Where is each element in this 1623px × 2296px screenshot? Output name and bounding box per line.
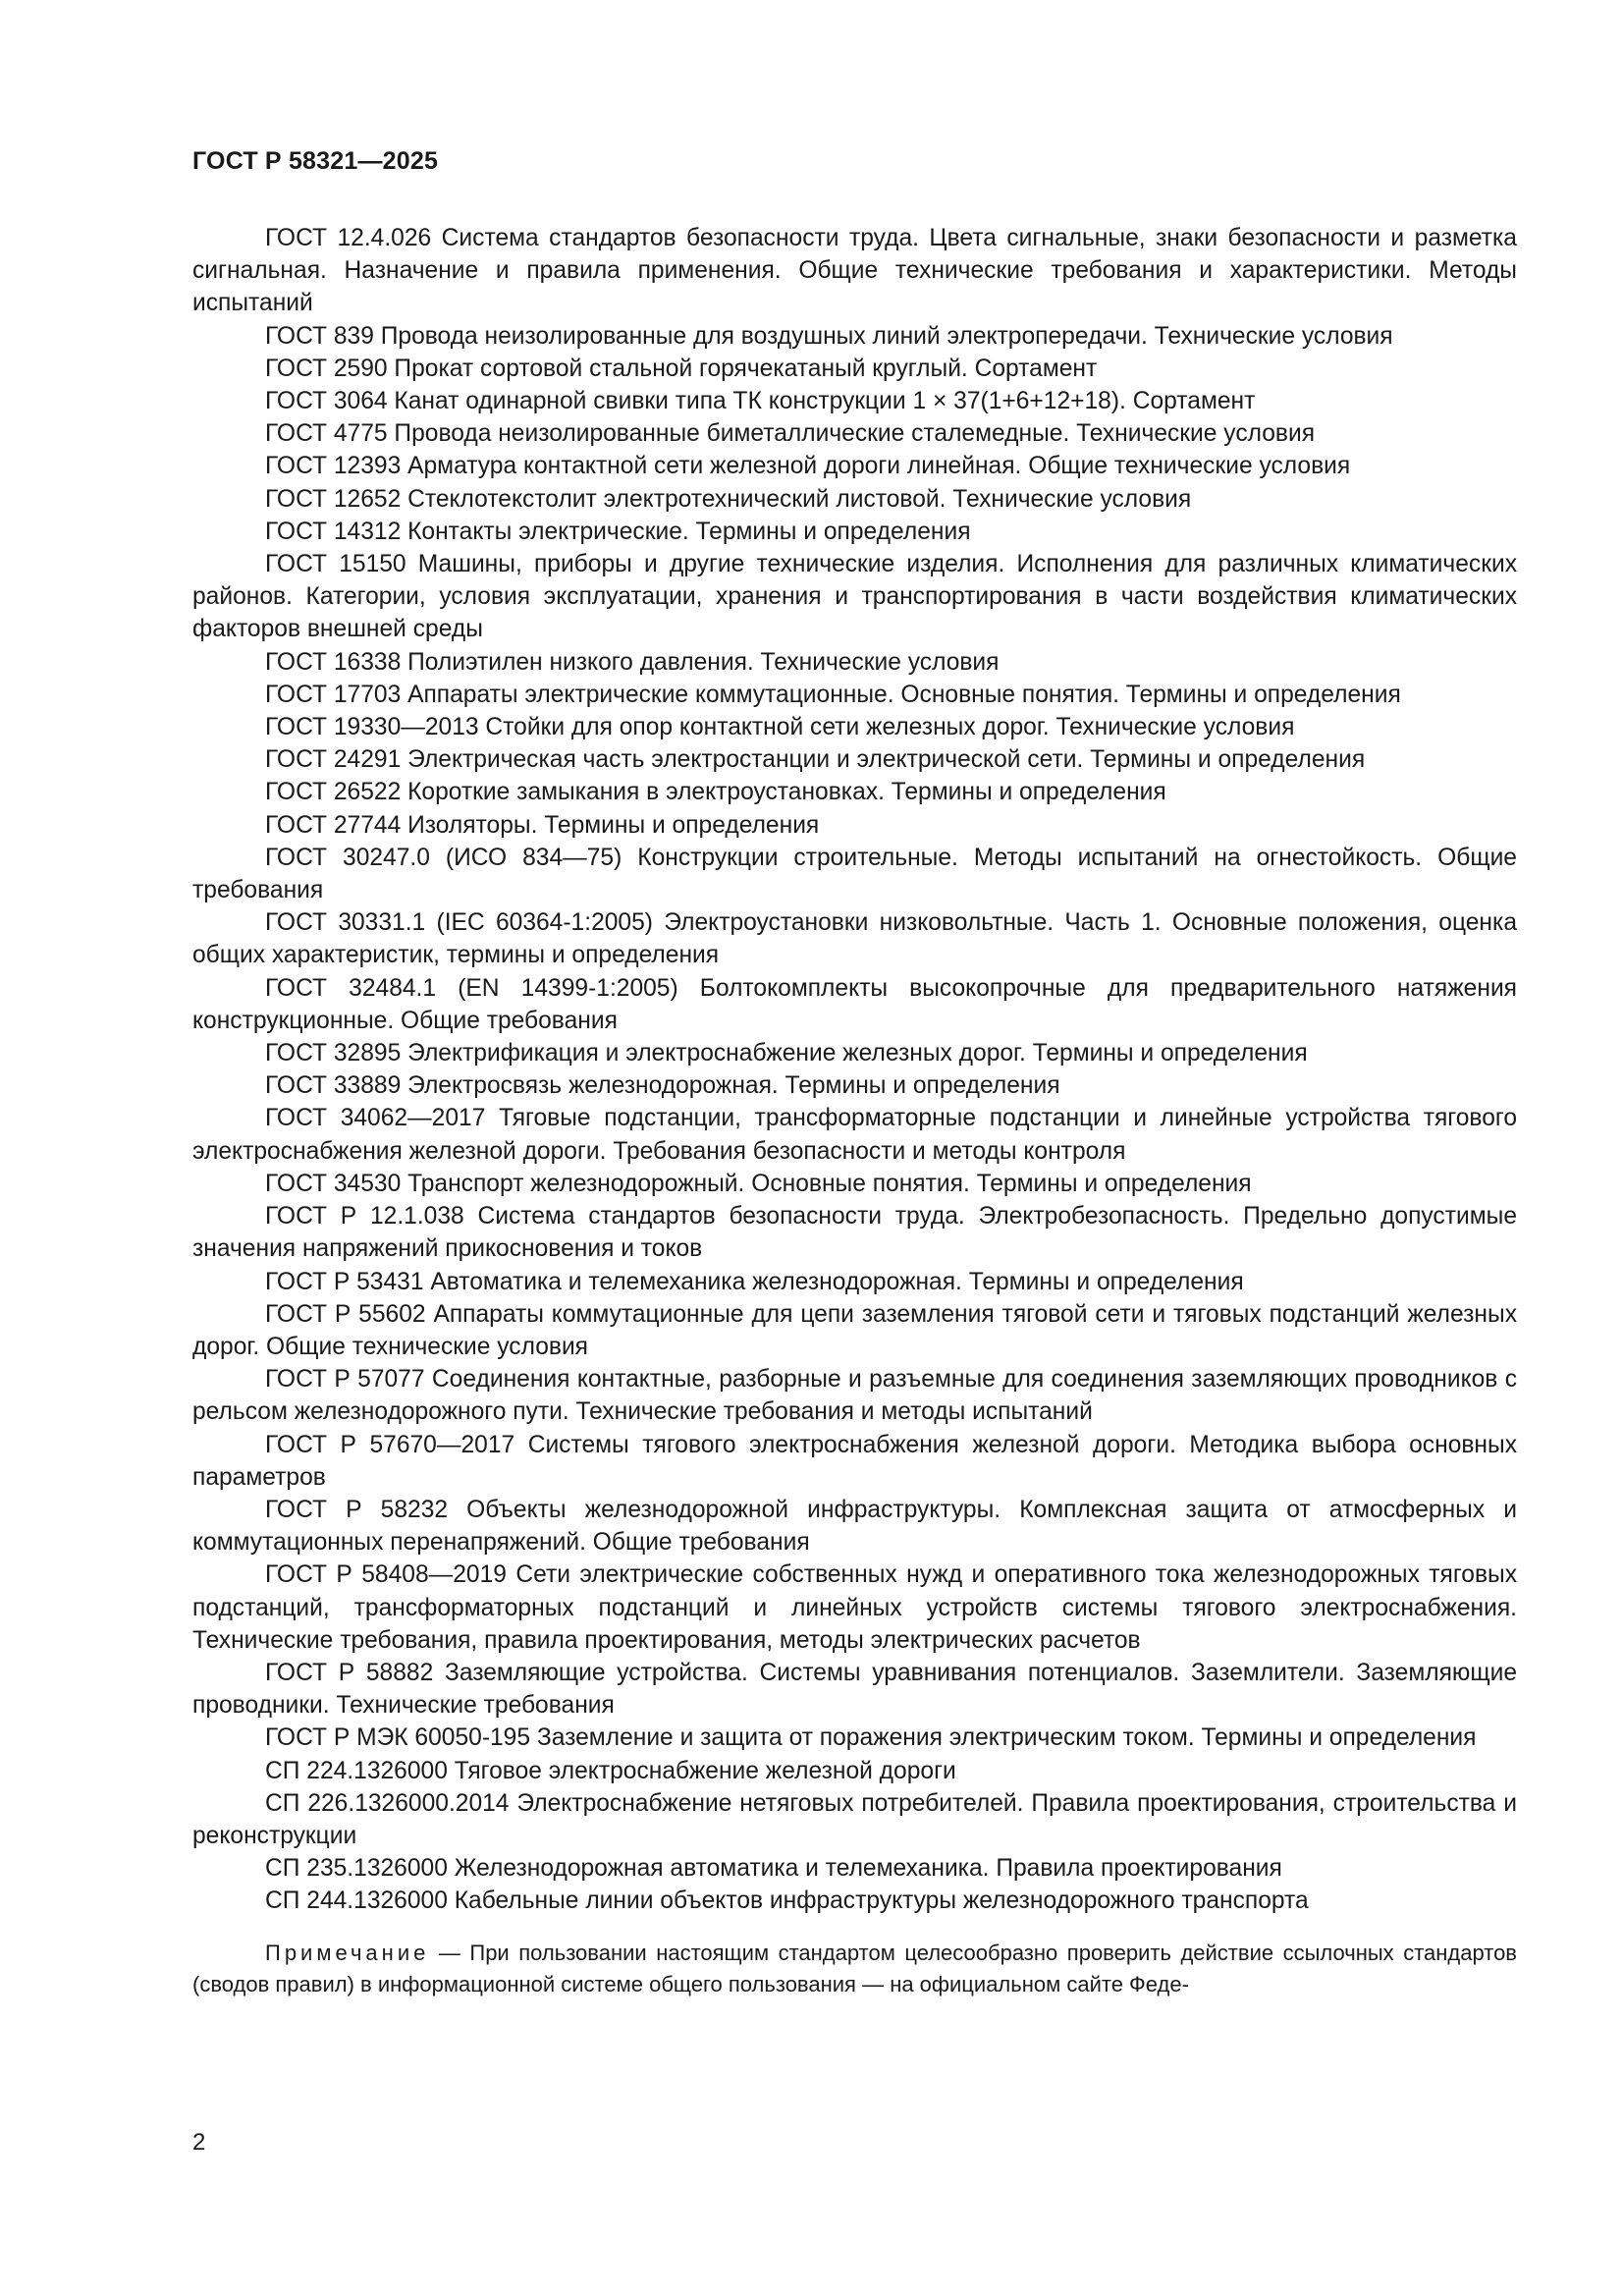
- reference-item: ГОСТ 3064 Канат одинарной свивки типа ТК конструкции 1 × 37(1+6+12+18). Сортамент: [265, 388, 1256, 415]
- normative-references-list: [192, 222, 1517, 1918]
- reference-item: ГОСТ 15150 Машины, приборы и другие технические изделия. Исполнения для различных климатических районов. Категории, условия эксплуатации, хранения и транспортирования в части воздействия климатических факторов внешней среды: [192, 551, 1517, 643]
- reference-item: ГОСТ Р 57077 Соединения контактные, разборные и разъемные для соединения заземляющих проводников с рельсом железнодорожного пути. Технические требования и методы испытаний: [192, 1366, 1517, 1426]
- note-paragraph: [192, 1938, 1517, 2000]
- reference-item: ГОСТ 4775 Провода неизолированные биметаллические сталемедные. Технические условия: [265, 420, 1316, 448]
- note-text: — При пользовании настоящим стандартом целесообразно проверить действие ссылочных стандартов (сводов правил) в информационной системе общего пользования — на официальном сайте Феде-: [192, 1940, 1517, 1996]
- page-number: 2: [192, 2129, 206, 2156]
- reference-item: ГОСТ Р 57670—2017 Системы тягового электроснабжения железной дороги. Методика выбора основных параметров: [192, 1431, 1517, 1491]
- reference-item: ГОСТ 14312 Контакты электрические. Термины и определения: [265, 518, 971, 545]
- reference-item: ГОСТ 12393 Арматура контактной сети железной дороги линейная. Общие технические условия: [265, 453, 1351, 480]
- reference-item: СП 235.1326000 Железнодорожная автоматика и телемеханика. Правила проектирования: [265, 1855, 1282, 1883]
- reference-item: ГОСТ Р 58232 Объекты железнодорожной инфраструктуры. Комплексная защита от атмосферных и коммутационных перенапряжений. Общие требования: [192, 1496, 1517, 1557]
- reference-item: ГОСТ 32484.1 (EN 14399-1:2005) Болтокомплекты высокопрочные для предварительного натяжения конструкционные. Общие требования: [192, 974, 1517, 1034]
- reference-item: ГОСТ 30331.1 (IEC 60364-1:2005) Электроустановки низковольтные. Часть 1. Основные положения, оценка общих характеристик, термины и определения: [192, 909, 1517, 969]
- reference-item: ГОСТ 30247.0 (ИСО 834—75) Конструкции строительные. Методы испытаний на огнестойкость. Общие требования: [192, 844, 1517, 904]
- reference-item: СП 226.1326000.2014 Электроснабжение нетяговых потребителей. Правила проектирования, строительства и реконструкции: [192, 1789, 1517, 1849]
- reference-item: ГОСТ 839 Провода неизолированные для воздушных линий электропередачи. Технические условия: [265, 322, 1393, 350]
- reference-item: ГОСТ Р 53431 Автоматика и телемеханика железнодорожная. Термины и определения: [265, 1268, 1244, 1295]
- document-header: ГОСТ Р 58321—2025: [192, 147, 439, 175]
- reference-item: ГОСТ Р 58408—2019 Сети электрические собственных нужд и оперативного тока железнодорожных тяговых подстанций, трансформаторных подстанций и линейных устройств системы тягового электроснабжения. Технические требования, правила проектирования, методы электрических расчетов: [192, 1561, 1517, 1654]
- reference-item: ГОСТ 27744 Изоляторы. Термины и определения: [265, 811, 820, 839]
- reference-item: ГОСТ Р 55602 Аппараты коммутационные для цепи заземления тяговой сети и тяговых подстанций железных дорог. Общие технические условия: [192, 1300, 1517, 1360]
- reference-item: ГОСТ 26522 Короткие замыкания в электроустановках. Термины и определения: [265, 779, 1166, 806]
- reference-item: ГОСТ Р МЭК 60050-195 Заземление и защита от поражения электрическим током. Термины и определения: [265, 1724, 1477, 1752]
- reference-item: ГОСТ 12.4.026 Система стандартов безопасности труда. Цвета сигнальные, знаки безопасности и разметка сигнальная. Назначение и правила применения. Общие технические требования и характеристики. Методы испытаний: [192, 225, 1517, 317]
- reference-item: ГОСТ 34062—2017 Тяговые подстанции, трансформаторные подстанции и линейные устройства тягового электроснабжения железной дороги. Требования безопасности и методы контроля: [192, 1105, 1517, 1165]
- reference-item: ГОСТ 19330—2013 Стойки для опор контактной сети железных дорог. Технические условия: [265, 714, 1295, 741]
- reference-item: ГОСТ Р 58882 Заземляющие устройства. Системы уравнивания потенциалов. Заземлители. Заземляющие проводники. Технические требования: [192, 1659, 1517, 1720]
- reference-item: СП 224.1326000 Тяговое электроснабжение железной дороги: [265, 1757, 956, 1784]
- references-body: [192, 222, 1517, 2022]
- reference-item: ГОСТ 34530 Транспорт железнодорожный. Основные понятия. Термины и определения: [265, 1170, 1252, 1197]
- reference-item: ГОСТ 12652 Стеклотекстолит электротехнический листовой. Технические условия: [265, 485, 1192, 513]
- reference-item: ГОСТ 16338 Полиэтилен низкого давления. Технические условия: [265, 648, 1000, 676]
- reference-item: СП 244.1326000 Кабельные линии объектов инфраструктуры железнодорожного транспорта: [265, 1887, 1309, 1915]
- note-label: Примечание: [265, 1940, 430, 1965]
- reference-item: ГОСТ Р 12.1.038 Система стандартов безопасности труда. Электробезопасность. Предельно допустимые значения напряжений прикосновения и токов: [192, 1203, 1517, 1263]
- reference-item: ГОСТ 32895 Электрификация и электроснабжение железных дорог. Термины и определения: [265, 1040, 1308, 1067]
- reference-item: ГОСТ 2590 Прокат сортовой стальной горячекатаный круглый. Сортамент: [265, 355, 1098, 382]
- reference-item: ГОСТ 33889 Электросвязь железнодорожная. Термины и определения: [265, 1072, 1060, 1100]
- reference-item: ГОСТ 24291 Электрическая часть электростанции и электрической сети. Термины и определения: [265, 746, 1366, 774]
- reference-item: ГОСТ 17703 Аппараты электрические коммутационные. Основные понятия. Термины и определения: [265, 681, 1401, 708]
